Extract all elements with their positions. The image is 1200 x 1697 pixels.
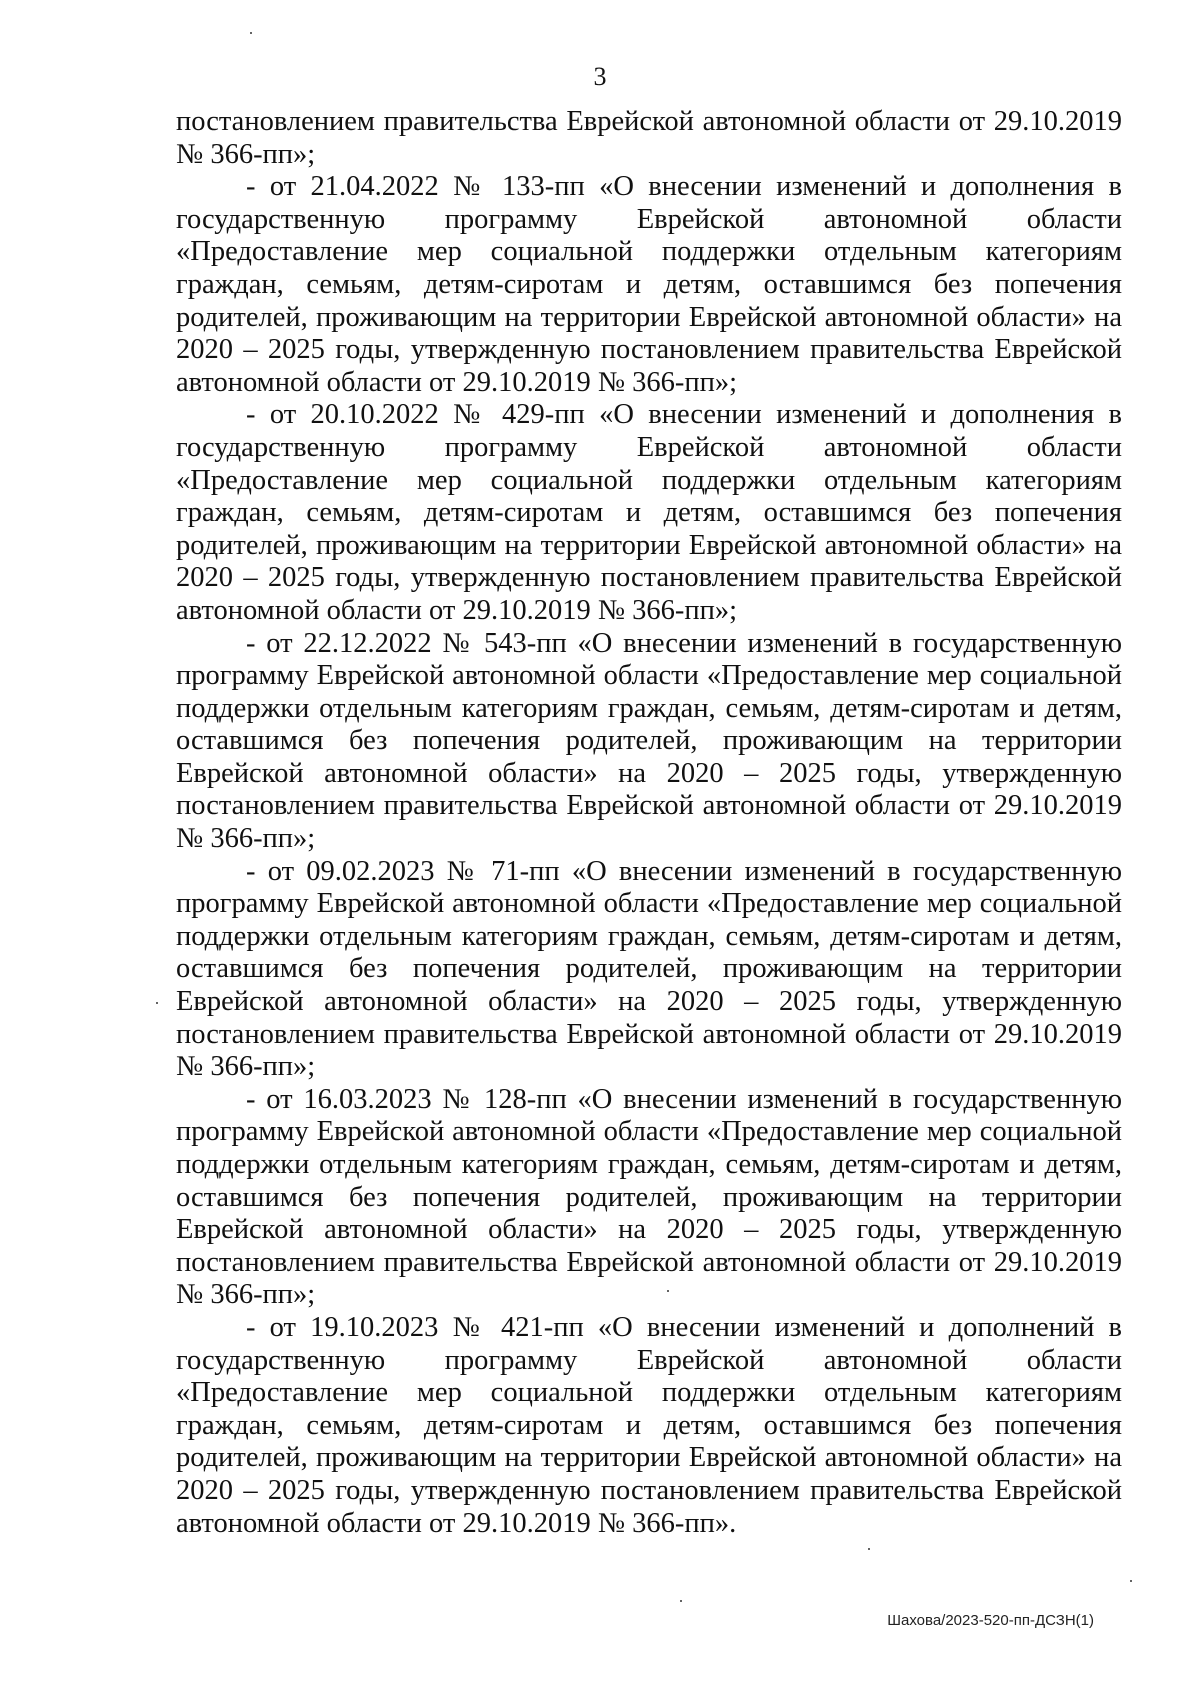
document-body: [176, 106, 1122, 1540]
scan-speck: [1130, 1580, 1132, 1582]
scan-speck: [667, 1290, 669, 1292]
paragraph-resolution-71: - от 09.02.2023 № 71-пп «О внесении изменений в государственную программу Еврейской автономной области «Предоставление мер социальной поддержки отдельным категориям граждан, семьям, детям-сиротам и детям, оставшимся без попечения родителей, проживающим на территории Еврейской автономной области» на 2020 – 2025 годы, утвержденную постановлением правительства Еврейской автономной области от 29.10.2019 № 366-пп»;: [176, 855, 1122, 1083]
paragraph-resolution-128: - от 16.03.2023 № 128-пп «О внесении изменений в государственную программу Еврейской автономной области «Предоставление мер социальной поддержки отдельным категориям граждан, семьям, детям-сиротам и детям, оставшимся без попечения родителей, проживающим на территории Еврейской автономной области» на 2020 – 2025 годы, утвержденную постановлением правительства Еврейской автономной области от 29.10.2019 № 366-пп»;: [176, 1083, 1122, 1311]
scan-speck: [680, 1600, 682, 1602]
scan-speck: [868, 1548, 870, 1550]
paragraph-resolution-543: - от 22.12.2022 № 543-пп «О внесении изменений в государственную программу Еврейской автономной области «Предоставление мер социальной поддержки отдельным категориям граждан, семьям, детям-сиротам и детям, оставшимся без попечения родителей, проживающим на территории Еврейской автономной области» на 2020 – 2025 годы, утвержденную постановлением правительства Еврейской автономной области от 29.10.2019 № 366-пп»;: [176, 627, 1122, 855]
scan-speck: [250, 32, 252, 34]
scan-speck: [156, 1002, 158, 1004]
paragraph-resolution-133: - от 21.04.2022 № 133-пп «О внесении изменений и дополнения в государственную программу Еврейской автономной области «Предоставление мер социальной поддержки отдельным категориям граждан, семьям, детям-сиротам и детям, оставшимся без попечения родителей, проживающим на территории Еврейской автономной области» на 2020 – 2025 годы, утвержденную постановлением правительства Еврейской автономной области от 29.10.2019 № 366-пп»;: [176, 171, 1122, 398]
paragraph-resolution-421: - от 19.10.2023 № 421-пп «О внесении изменений и дополнений в государственную программу Еврейской автономной области «Предоставление мер социальной поддержки отдельным категориям граждан, семьям, детям-сиротам и детям, оставшимся без попечения родителей, проживающим на территории Еврейской автономной области» на 2020 – 2025 годы, утвержденную постановлением правительства Еврейской автономной области от 29.10.2019 № 366-пп».: [176, 1311, 1122, 1539]
page-number: 3: [593, 62, 607, 91]
paragraph-continuation: постановлением правительства Еврейской автономной области от 29.10.2019 № 366-пп»;: [176, 106, 1122, 170]
paragraph-resolution-429: - от 20.10.2022 № 429-пп «О внесении изменений и дополнения в государственную программу Еврейской автономной области «Предоставление мер социальной поддержки отдельным категориям граждан, семьям, детям-сиротам и детям, оставшимся без попечения родителей, проживающим на территории Еврейской автономной области» на 2020 – 2025 годы, утвержденную постановлением правительства Еврейской автономной области от 29.10.2019 № 366-пп»;: [176, 399, 1122, 626]
document-footer-code: Шахова/2023-520-пп-ДСЗН(1): [887, 1612, 1094, 1629]
